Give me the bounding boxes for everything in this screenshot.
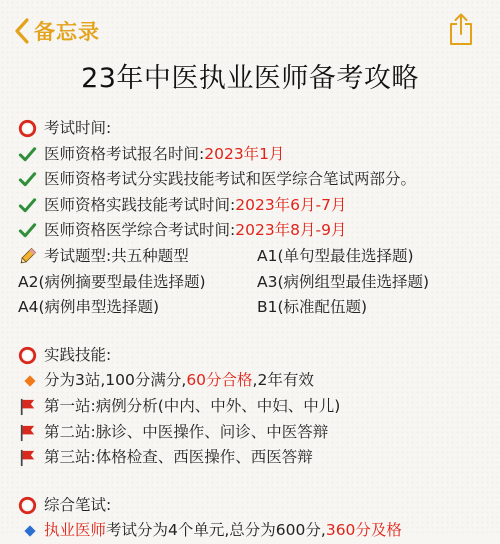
item-text: 分为3站,100分满分,	[44, 371, 187, 390]
item-highlight: 360分及格	[325, 521, 402, 540]
check-mark-icon	[18, 170, 37, 189]
question-types-row	[18, 270, 494, 296]
note-body[interactable]	[18, 116, 494, 544]
heading-text: 实践技能:	[44, 345, 112, 364]
check-mark-icon	[18, 145, 37, 164]
heading-text: 考试时间:	[44, 119, 112, 137]
question-type-right: B1(标准配伍题)	[257, 298, 368, 317]
red-circle-icon	[18, 119, 37, 138]
item-label: 医师资格实践技能考试时间:	[44, 195, 236, 214]
section-heading-exam-time	[44, 116, 494, 142]
check-mark-icon	[18, 221, 37, 240]
section-heading-written	[44, 493, 494, 519]
list-item	[44, 167, 494, 193]
question-types-row	[44, 244, 494, 270]
item-text: 医师资格考试分实践技能考试和医学综合笔试两部分。	[44, 170, 417, 189]
red-circle-icon	[18, 496, 37, 515]
list-item	[44, 218, 494, 244]
station-text: 第二站:脉诊、中医操作、问诊、中医答辩	[44, 422, 329, 441]
question-types-row	[18, 295, 494, 321]
blank-line	[44, 471, 494, 493]
question-type-left: A4(病例串型选择题)	[18, 298, 160, 317]
question-type-left: 考试题型:共五种题型	[44, 246, 189, 265]
red-flag-icon	[18, 397, 37, 416]
red-flag-icon	[18, 423, 37, 442]
item-highlight: 2023年1月	[204, 144, 285, 163]
blue-diamond-icon	[22, 523, 38, 539]
list-item	[44, 420, 494, 446]
red-flag-icon	[18, 448, 37, 467]
item-highlight: 2023年6月-7月	[235, 195, 347, 214]
item-text: ,2年有效	[252, 371, 314, 390]
station-text: 第三站:体格检查、西医操作、西医答辩	[44, 448, 313, 467]
item-text: 考试分为4个单元,总分为600分,	[106, 521, 326, 540]
list-item	[44, 368, 494, 394]
station-text: 第一站:病例分析(中内、中外、中妇、中儿)	[44, 396, 341, 415]
item-highlight: 2023年8月-9月	[235, 221, 347, 240]
chevron-left-icon	[14, 18, 30, 44]
item-label: 医师资格考试报名时间:	[44, 144, 205, 163]
question-type-right: A1(单句型最佳选择题)	[257, 246, 414, 265]
pencil-icon	[18, 247, 37, 266]
blank-line	[44, 321, 494, 343]
red-circle-icon	[18, 346, 37, 365]
back-label: 备忘录	[34, 20, 100, 44]
back-button[interactable]	[14, 14, 100, 48]
navigation-bar	[0, 0, 500, 64]
item-highlight: 60分合格	[186, 371, 253, 390]
question-type-left: A2(病例摘要型最佳选择题)	[18, 272, 206, 291]
heading-text: 综合笔试:	[44, 495, 112, 514]
orange-diamond-icon	[22, 373, 38, 389]
section-heading-practice	[44, 343, 494, 369]
note-title: 23年中医执业医师备考攻略	[81, 63, 419, 94]
check-mark-icon	[18, 196, 37, 215]
share-icon[interactable]	[448, 12, 474, 46]
question-type-right: A3(病例组型最佳选择题)	[257, 272, 430, 291]
item-label: 医师资格医学综合考试时间:	[44, 221, 236, 240]
list-item	[44, 445, 494, 471]
list-item	[44, 193, 494, 219]
list-item	[44, 518, 494, 544]
item-highlight: 执业医师	[44, 521, 107, 540]
list-item	[44, 142, 494, 168]
list-item	[44, 394, 494, 420]
